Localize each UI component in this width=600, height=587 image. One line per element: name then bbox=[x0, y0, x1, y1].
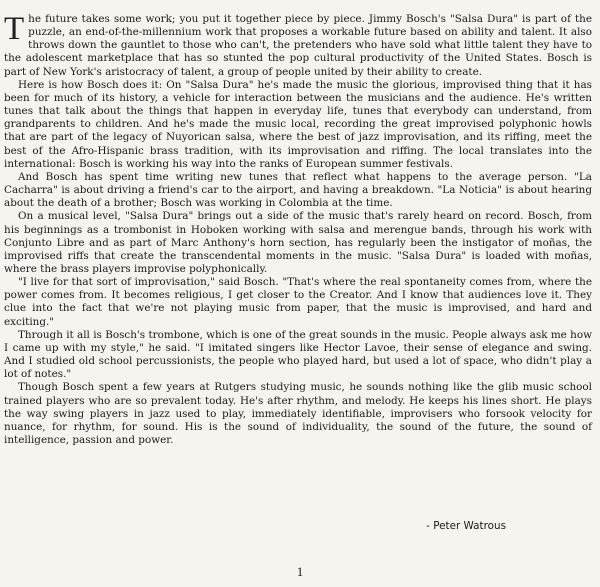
page-number: 1 bbox=[296, 564, 304, 579]
paragraph-4: On a musical level, "Salsa Dura" brings out a side of the music that's rarely heard on record. Bosch, from his beginnings as a trombonist in Hoboken working with salsa and merengue bands, through his work with Conjunto Libre and as part of Marc Anthony's horn section, has regularly been the instigator of moñas, the improvised riffs that create the transcendental moments in the music. "Salsa Dura" is loaded with moñas, where the brass players improvise polyphonically. bbox=[4, 210, 592, 275]
paragraph-6: Through it all is Bosch's trombone, which is one of the great sounds in the music. People always ask me how I came up with my style," he said. "I imitated singers like Hector Lavoe, their sense of elegance and swing. And I studied old school percussionists, the people who played hard, but used a lot of space, who didn't play a lot of notes." bbox=[4, 328, 592, 381]
paragraph-3: And Bosch has spent time writing new tunes that reflect what happens to the average person. "La Cacharra" is about driving a friend's car to the airport, and having a breakdown. "La Noticia" is about hearing about the death of a brother; Bosch was working in Colombia at the time. bbox=[4, 170, 592, 210]
paragraph-7: Though Bosch spent a few years at Rutgers studying music, he sounds nothing like the glib music school trained players who are so prevalent today. He's after rhythm, and melody. He keeps his lines short. He plays the way swing players in jazz used to play, immediately identifiable, improvisers who forsook velocity for nuance, for rhythm, for sound. His is the sound of individuality, the sound of the future, the sound of intelligence, passion and power. bbox=[4, 381, 592, 446]
paragraph-5: "I live for that sort of improvisation," said Bosch. "That's where the real spontaneity comes from, where the power comes from. It becomes religious, I get closer to the Creator. And I know that audiences love it. They clue into the fact that we're not playing music from paper, that the music is improvised, and hard and exciting." bbox=[4, 276, 592, 328]
paragraph-1 bbox=[4, 13, 592, 79]
paragraph-2: Here is how Bosch does it: On "Salsa Dura" he's made the music the glorious, improvised thing that it has been for much of its history, a vehicle for interaction between the musicians and the audience. He's written tunes that talk about the things that happen in everyday life, tunes that everybody can understand, from grandparents to children. And he's made the music local, recording the great improvised polyphonic howls that are part of the legacy of Nuyorican salsa, where the best of jazz improvisation, and its riffing, meet the best of the Afro-Hispanic brass tradition, with its improvisation and riffing. The local translates into the international: Bosch is working his way into the ranks of European summer festivals. bbox=[4, 78, 592, 170]
drop-cap: T bbox=[4, 11, 25, 47]
article-body bbox=[4, 13, 592, 447]
author-signature: - Peter Watrous bbox=[426, 520, 506, 532]
paragraph-1-text: he future takes some work; you put it together piece by piece. Jimmy Bosch's "Salsa Dura" is part of the puzzle, an end-of-the-millennium work that proposes a workable future based on ability and talent. It also throws down the gauntlet to those who can't, the pretenders who have sold what little talent they have to the adolescent marketplace that has so stunted the pop cultural productivity of the United States. Bosch is part of New York's aristocracy of talent, a group of people united by their ability to create. bbox=[4, 13, 592, 78]
